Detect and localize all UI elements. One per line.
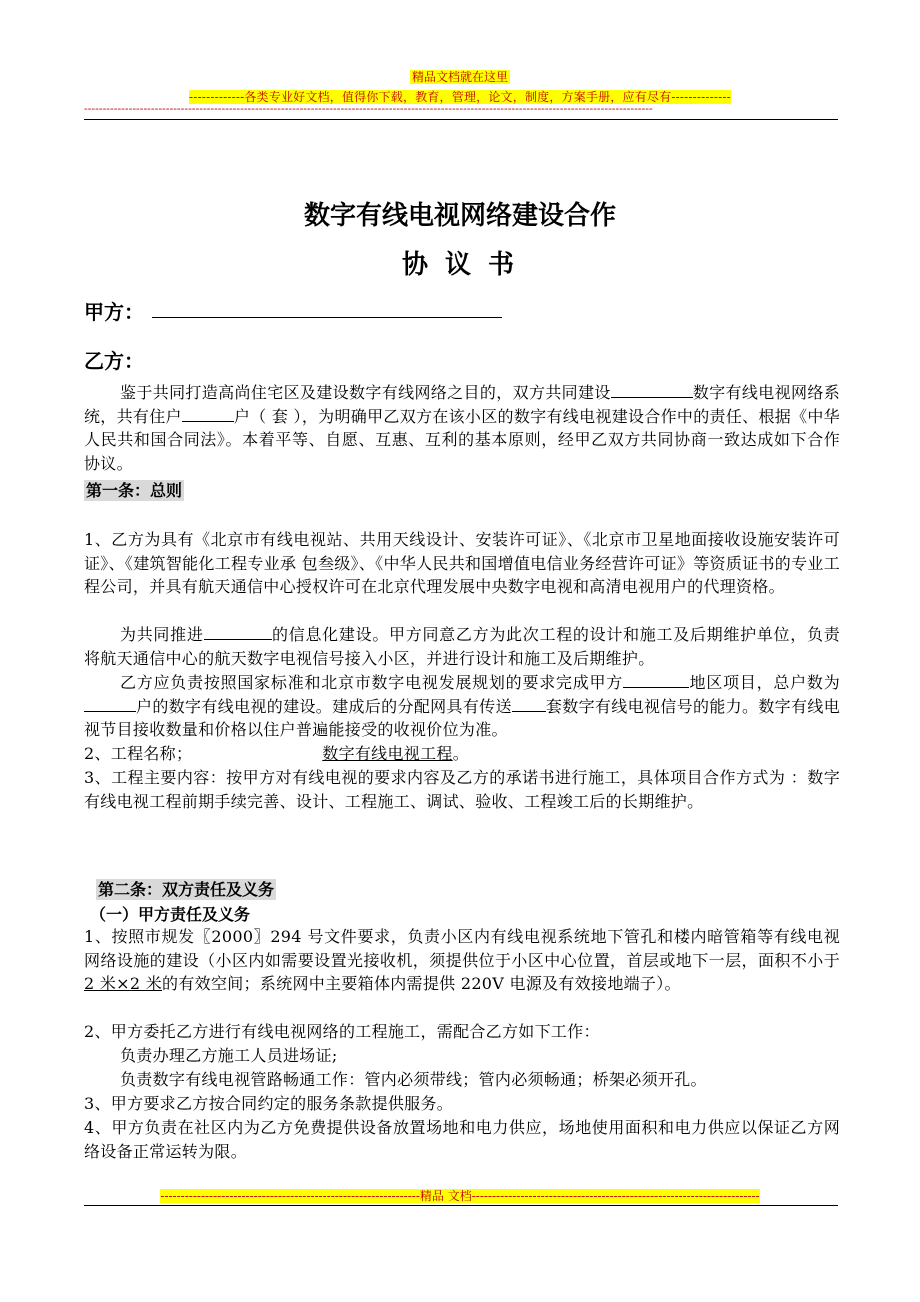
footer-text: ----------------------------------------------------------------精品 文档----------------------------------------------------------------------- (160, 1189, 760, 1203)
article-2-paragraph-1 (84, 925, 840, 996)
total-households-blank[interactable] (84, 697, 136, 712)
intro-text-2: 数字有线电视网络系统，共有住户 (84, 383, 840, 426)
intro-paragraph (84, 381, 840, 475)
article-1-paragraph-3 (84, 671, 840, 742)
article-2-item-1: 负责办理乙方施工人员进场证; (120, 1046, 338, 1065)
footer-banner (0, 1185, 920, 1204)
header-dashed-divider: --------------------------------------------------------------------------------------------------------------------------------------------------------- (84, 103, 653, 115)
header-top-line (0, 66, 920, 85)
project-name-label: 2、工程名称； (84, 744, 193, 763)
footer-rule (84, 1205, 838, 1206)
party-b-label: 乙方： (84, 349, 144, 373)
article-2-paragraph-2: 2、甲方委托乙方进行有线电视网络的工程施工，需配合乙方如下工作： (84, 1022, 600, 1041)
intro-text-1: 鉴于共同打造高尚住宅区及建设数字有线网络之目的，双方共同建设 (120, 383, 611, 402)
p2-text-b: 的信息化建设。甲方同意乙方为此次工程的设计和施工及后期维护单位，负责将航天通信中心的航天数字电视信号接入小区，并进行设计和施工及后期维护。 (84, 625, 840, 668)
article-2-sub-heading: （一）甲方责任及义务 (90, 905, 251, 924)
document-subtitle: 协 议 书 (401, 250, 519, 280)
header-slogan: -------------各类专业好文档，值得你下载，教育，管理，论文，制度，方案手册，应有尽有-------------- (189, 90, 731, 104)
article-2-heading-wrap (96, 877, 276, 900)
header-title: 精品文档就在这里 (411, 70, 508, 84)
article-2-paragraph-3: 3、甲方要求乙方按合同约定的服务条款提供服务。 (84, 1094, 454, 1113)
project-name-blank[interactable] (611, 383, 693, 398)
channels-blank[interactable] (512, 697, 546, 712)
p3-text-d: 套数字有线电视信号的能力。数字有线电视节目接收数量和价格以住户普遍能接受的收视价位为准。 (84, 696, 840, 739)
article-1-paragraph-1: 1、乙方为具有《北京市有线电视站、共用天线设计、安装许可证》、《北京市卫星地面接收设施安装许可证》、《建筑智能化工程专业承 包叁级》、《中华人民共和国增值电信业务经营许可证》等资质证书的专业工程公司，并具有航天通信中心授权许可在北京代理发展中央数字电视和高清电视用户的代理资格。 (84, 530, 840, 596)
article-1-paragraph-4 (84, 742, 840, 766)
article-1-heading-wrap (84, 478, 184, 501)
article-2-item-2: 负责数字有线电视管路畅通工作：管内必须带线；管内必须畅通；桥架必须开孔。 (120, 1070, 707, 1089)
p2-text-a: 为共同推进 (120, 625, 204, 644)
households-blank[interactable] (182, 407, 234, 422)
a2p1-text-c: 的有效空间；系统网中主要箱体内需提供 220V 电源及有效接地端子）。 (162, 974, 681, 993)
article-1-paragraph-2 (84, 623, 840, 670)
article-2-heading: 第二条：双方责任及义务 (98, 880, 275, 899)
party-a-blank[interactable] (152, 317, 502, 318)
header-rule (84, 119, 838, 120)
article-1-heading: 第一条：总则 (86, 481, 183, 500)
article-2-paragraph-4: 4、甲方负责在社区内为乙方免费提供设备放置场地和电力供应，场地使用面积和电力供应以保证乙方网络设备正常运转为限。 (84, 1118, 840, 1161)
intro-text-3: 户（ 套 ），为明确甲乙双方在该小区的数字有线电视建设合作中的责任、根据《中华人民共和国合同法》。本着平等、自愿、互惠、互利的基本原则，经甲乙双方共同协商一致达成如下合作协议。 (84, 406, 840, 473)
space-size: 2 米×2 米 (84, 974, 163, 993)
promote-blank[interactable] (204, 625, 272, 640)
party-a-label: 甲方： (84, 300, 144, 324)
p3-text-a: 乙方应负责按照国家标准和北京市数字电视发展规划的要求完成甲方 (120, 673, 624, 692)
project-name-value: 数字有线电视工程 (322, 744, 453, 763)
article-1-paragraph-5: 3、工程主要内容：按甲方对有线电视的要求内容及乙方的承诺书进行施工，具体项目合作方式为 ：数字有线电视工程前期手续完善、设计、工程施工、调试、验收、工程竣工后的长期维护。 (84, 768, 840, 811)
p4-end: 。 (452, 744, 469, 763)
p3-text-b: 地区项目，总户数为 (689, 673, 840, 692)
area-blank[interactable] (623, 673, 689, 688)
document-title: 数字有线电视网络建设合作 (303, 201, 616, 231)
p3-text-c: 户的数字有线电视的建设。建成后的分配网具有传送 (136, 696, 512, 716)
a2p1-text-a: 1、按照市规发〖2000〗294 号文件要求，负责小区内有线电视系统地下管孔和楼内暗管箱等有线电视网络设施的建设（小区内如需要设置光接收机，须提供位于小区中心位置，首层或地下一层，面积不小于 (84, 927, 840, 970)
